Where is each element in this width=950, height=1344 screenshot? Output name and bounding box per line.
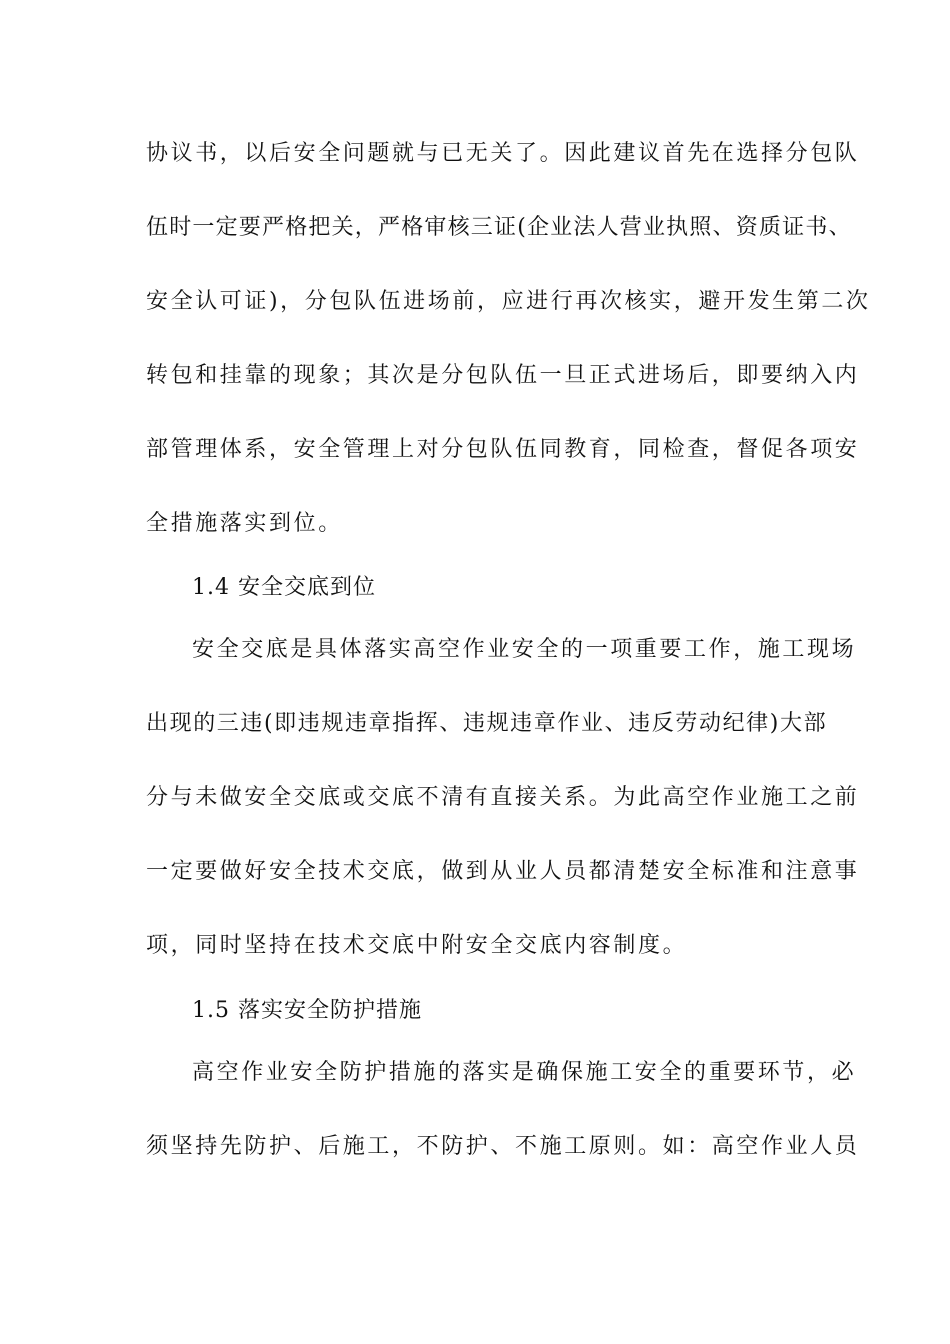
- text-line: 项，同时坚持在技术交底中附安全交底内容制度。: [146, 933, 688, 958]
- text-line: 部管理体系，安全管理上对分包队伍同教育，同检查，督促各项安: [146, 437, 860, 462]
- text-line: 分与未做安全交底或交底不清有直接关系。为此高空作业施工之前: [146, 785, 860, 810]
- text-line: 全措施落实到位。: [146, 511, 343, 536]
- text-line: 一定要做好安全技术交底，做到从业人员都清楚安全标准和注意事: [146, 859, 860, 884]
- text-line: 须坚持先防护、后施工，不防护、不施工原则。如：高空作业人员: [146, 1134, 860, 1159]
- text-line: 安全交底是具体落实高空作业安全的一项重要工作，施工现场: [192, 637, 857, 662]
- section-heading-1-4: 1.4 安全交底到位: [192, 575, 376, 600]
- text-line: 伍时一定要严格把关，严格审核三证(企业法人营业执照、资质证书、: [146, 215, 852, 240]
- text-line: 出现的三违(即违规违章指挥、违规违章作业、违反劳动纪律)大部: [146, 711, 828, 736]
- section-heading-1-5: 1.5 落实安全防护措施: [192, 998, 422, 1023]
- text-line: 协议书，以后安全问题就与已无关了。因此建议首先在选择分包队: [146, 141, 860, 166]
- text-line: 安全认可证)，分包队伍进场前，应进行再次核实，避开发生第二次: [146, 289, 871, 314]
- text-line: 高空作业安全防护措施的落实是确保施工安全的重要环节，必: [192, 1060, 857, 1085]
- text-line: 转包和挂靠的现象；其次是分包队伍一旦正式进场后，即要纳入内: [146, 363, 860, 388]
